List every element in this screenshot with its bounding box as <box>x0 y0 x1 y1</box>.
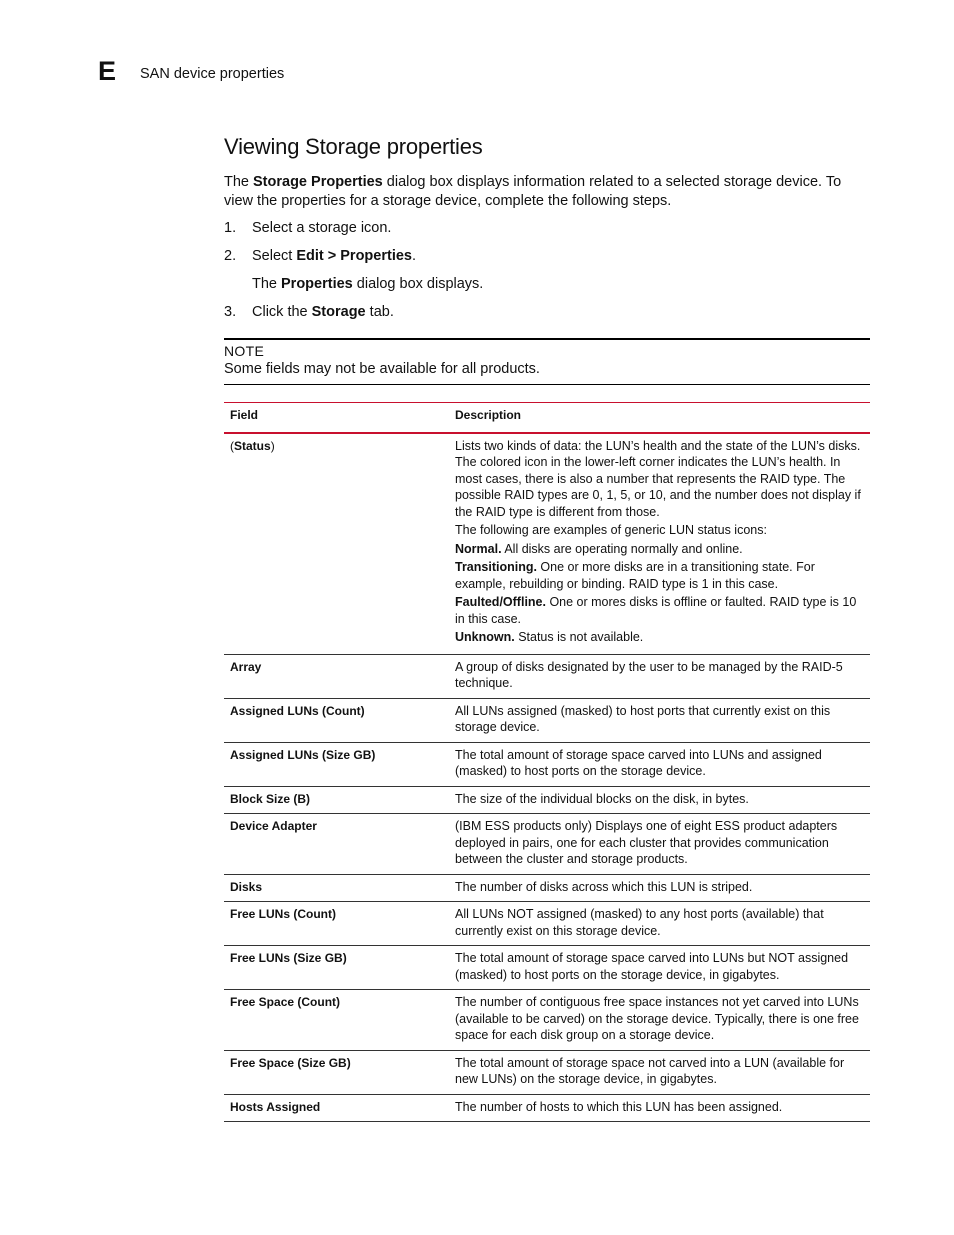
intro-pre: The <box>224 174 254 190</box>
table-row <box>224 698 870 742</box>
column-header-description: Description <box>449 403 870 433</box>
field-cell: Block Size (B) <box>224 786 449 814</box>
procedure-steps <box>224 219 870 322</box>
table-row <box>224 742 870 786</box>
note-label: NOTE <box>224 343 265 359</box>
note-box <box>224 338 870 385</box>
example-term: Unknown. <box>455 630 515 644</box>
example-term: Transitioning. <box>455 560 537 574</box>
step-text-end: . <box>411 248 417 264</box>
example-text: One or more disks are in a transitioning state. For example, rebuilding or binding. RAID type is 1 in this case. <box>455 560 815 591</box>
field-cell: Device Adapter <box>224 814 449 875</box>
paren-close: ) <box>270 438 275 453</box>
description-cell: The total amount of storage space not carved into a LUN (available for new LUNs) on the storage device, in gigabytes. <box>449 1050 870 1094</box>
description-cell: The total amount of storage space carved into LUNs and assigned (masked) to host ports on the storage device. <box>449 742 870 786</box>
result-post: dialog box displays. <box>352 276 484 292</box>
example-text: All disks are operating normally and online. <box>501 541 743 556</box>
table-row <box>224 990 870 1051</box>
field-cell: Assigned LUNs (Size GB) <box>224 742 449 786</box>
result-dialog-name: Properties <box>281 276 353 292</box>
description-cell <box>449 433 870 655</box>
description-cell: The size of the individual blocks on the disk, in bytes. <box>449 786 870 814</box>
step-number: 3. <box>224 304 237 320</box>
intro-dialog-name: Storage Properties <box>253 174 383 190</box>
table-row <box>224 786 870 814</box>
field-cell: Free LUNs (Size GB) <box>224 946 449 990</box>
table-row <box>224 946 870 990</box>
note-text: Some fields may not be available for all products. <box>224 361 540 377</box>
field-cell: Array <box>224 654 449 698</box>
step-text: Select a storage icon. <box>252 220 392 236</box>
step-tab-name: Storage <box>311 304 366 320</box>
step-number: 1. <box>224 220 237 236</box>
status-example <box>455 559 864 592</box>
example-term: Normal. <box>455 541 502 556</box>
chapter-letter: E <box>98 56 117 86</box>
step-text: Select <box>252 248 297 264</box>
description-cell: A group of disks designated by the user to be managed by the RAID-5 technique. <box>449 654 870 698</box>
field-cell: Free Space (Count) <box>224 990 449 1051</box>
intro-post: dialog box displays information related to a selected storage device. To view the properties for a storage device, complete the following steps. <box>224 174 842 209</box>
step-menu-path: Edit > Properties <box>296 248 412 264</box>
description-cell: The number of contiguous free space instances not yet carved into LUNs (available to be carved) on the storage device. Typically, there is one free space for each disk group on a storage device. <box>449 990 870 1051</box>
table-row <box>224 874 870 902</box>
storage-properties-table <box>224 402 870 1122</box>
paren-open: ( <box>230 438 234 453</box>
step-text: Click the <box>252 304 312 320</box>
status-examples-intro: The following are examples of generic LUN status icons: <box>455 523 767 537</box>
field-cell: Free LUNs (Count) <box>224 902 449 946</box>
status-example <box>455 541 864 558</box>
description-cell: The number of disks across which this LUN is striped. <box>449 874 870 902</box>
description-cell: All LUNs NOT assigned (masked) to any host ports (available) that currently exist on this storage device. <box>449 902 870 946</box>
step-2-result <box>224 275 870 294</box>
description-cell: The number of hosts to which this LUN has been assigned. <box>449 1094 870 1122</box>
step-number: 2. <box>224 248 237 264</box>
result-pre: The <box>252 276 282 292</box>
field-cell: Disks <box>224 874 449 902</box>
status-example <box>455 629 864 646</box>
step-2 <box>224 247 870 266</box>
table-row <box>224 814 870 875</box>
example-text: One or mores disks is offline or faulted. RAID type is 10 in this case. <box>455 595 857 626</box>
table-row <box>224 1094 870 1122</box>
field-cell: Assigned LUNs (Count) <box>224 698 449 742</box>
example-term: Faulted/Offline. <box>455 595 546 609</box>
table-header-row <box>224 403 870 433</box>
page-content <box>224 130 870 1122</box>
status-field-name: Status <box>234 438 271 453</box>
step-1 <box>224 219 870 238</box>
status-description: Lists two kinds of data: the LUN’s health and the state of the LUN’s disks. The colored icon in the lower-left corner indicates the LUN’s health. In most cases, there is also a number that represents the RAID type. The possible RAID types are 0, 1, 5, or 10, and the number does not display if the RAID type is different from those. <box>455 438 861 519</box>
field-cell <box>224 433 449 655</box>
page-title: Viewing Storage properties <box>224 134 483 159</box>
description-cell: (IBM ESS products only) Displays one of eight ESS product adapters deployed in pairs, one for each cluster that provides communication between the cluster and storage products. <box>449 814 870 875</box>
intro-paragraph <box>224 173 870 211</box>
status-example <box>455 594 864 627</box>
field-cell: Free Space (Size GB) <box>224 1050 449 1094</box>
description-cell: The total amount of storage space carved into LUNs but NOT assigned (masked) to host ports on the storage device, in gigabytes. <box>449 946 870 990</box>
example-text: Status is not available. <box>514 630 644 644</box>
running-header: SAN device properties <box>140 66 285 82</box>
table-row <box>224 654 870 698</box>
step-3 <box>224 303 870 322</box>
table-row <box>224 1050 870 1094</box>
field-cell: Hosts Assigned <box>224 1094 449 1122</box>
step-text-end: tab. <box>365 304 394 320</box>
table-row <box>224 433 870 655</box>
description-cell: All LUNs assigned (masked) to host ports that currently exist on this storage device. <box>449 698 870 742</box>
column-header-field: Field <box>224 403 449 433</box>
table-row <box>224 902 870 946</box>
